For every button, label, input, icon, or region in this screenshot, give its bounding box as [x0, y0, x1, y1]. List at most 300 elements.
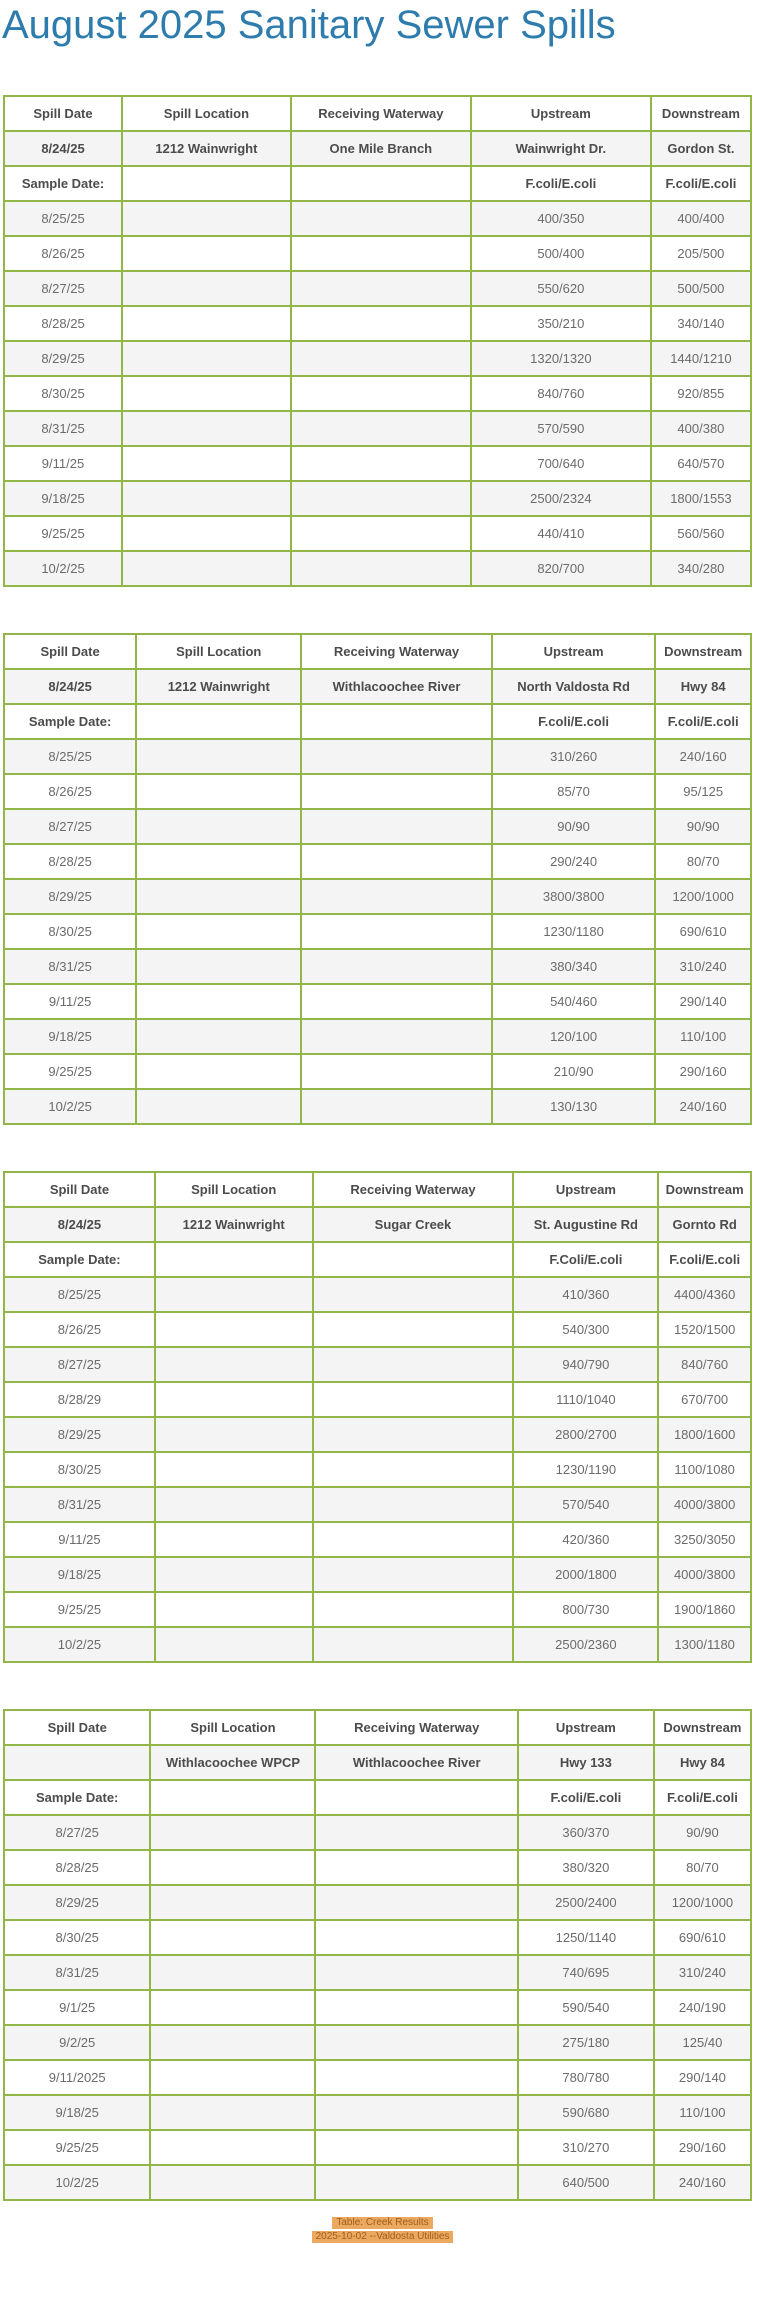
cell: 95/125	[655, 774, 751, 809]
cell	[313, 1347, 514, 1382]
cell: 8/27/25	[4, 1347, 155, 1382]
cell: 1300/1180	[658, 1627, 751, 1662]
cell: F.coli/E.coli	[471, 166, 651, 201]
cell	[155, 1627, 313, 1662]
cell: 1440/1210	[651, 341, 751, 376]
data-row	[4, 1522, 751, 1557]
cell	[155, 1592, 313, 1627]
column-header: Receiving Waterway	[313, 1172, 514, 1207]
cell	[291, 411, 471, 446]
cell: 90/90	[654, 1815, 751, 1850]
cell	[136, 774, 301, 809]
spill-table-3	[3, 1171, 752, 1663]
cell	[155, 1277, 313, 1312]
caption-row-2	[0, 2229, 765, 2243]
spill-table-4	[3, 1709, 752, 2201]
cell: 380/320	[518, 1850, 654, 1885]
cell	[301, 739, 491, 774]
cell	[291, 446, 471, 481]
cell: 8/28/25	[4, 1850, 150, 1885]
cell: 640/500	[518, 2165, 654, 2200]
cell	[291, 236, 471, 271]
data-row	[4, 2060, 751, 2095]
cell: 80/70	[654, 1850, 751, 1885]
cell	[291, 481, 471, 516]
data-row	[4, 446, 751, 481]
cell	[136, 949, 301, 984]
cell: 9/25/25	[4, 1054, 136, 1089]
cell	[155, 1382, 313, 1417]
data-row	[4, 1955, 751, 1990]
cell	[136, 1054, 301, 1089]
data-row	[4, 914, 751, 949]
cell	[315, 1920, 517, 1955]
cell	[313, 1277, 514, 1312]
cell	[291, 551, 471, 586]
header-row	[4, 1710, 751, 1745]
cell: 4400/4360	[658, 1277, 751, 1312]
cell: 540/460	[492, 984, 656, 1019]
cell	[315, 2165, 517, 2200]
cell: 240/160	[655, 1089, 751, 1124]
cell: 90/90	[655, 809, 751, 844]
column-header: Downstream	[651, 96, 751, 131]
cell: 1200/1000	[654, 1885, 751, 1920]
cell: St. Augustine Rd	[513, 1207, 658, 1242]
column-header: Receiving Waterway	[291, 96, 471, 131]
cell	[315, 2095, 517, 2130]
cell: 820/700	[471, 551, 651, 586]
cell: 3800/3800	[492, 879, 656, 914]
cell: 9/1/25	[4, 1990, 150, 2025]
cell: 420/360	[513, 1522, 658, 1557]
data-row	[4, 1417, 751, 1452]
sample-row	[4, 1780, 751, 1815]
cell: 690/610	[655, 914, 751, 949]
cell: 9/11/2025	[4, 2060, 150, 2095]
column-header: Downstream	[655, 634, 751, 669]
cell: 920/855	[651, 376, 751, 411]
cell	[313, 1452, 514, 1487]
data-row	[4, 2025, 751, 2060]
cell: 110/100	[655, 1019, 751, 1054]
cell: 640/570	[651, 446, 751, 481]
cell: Gornto Rd	[658, 1207, 751, 1242]
cell	[136, 914, 301, 949]
cell	[122, 411, 291, 446]
cell	[150, 1850, 315, 1885]
cell: 8/31/25	[4, 949, 136, 984]
cell: 8/25/25	[4, 201, 122, 236]
cell: 8/29/25	[4, 341, 122, 376]
cell	[155, 1487, 313, 1522]
cell: 590/540	[518, 1990, 654, 2025]
cell	[136, 984, 301, 1019]
cell: Sample Date:	[4, 1780, 150, 1815]
data-row	[4, 1312, 751, 1347]
cell	[122, 376, 291, 411]
cell: 290/160	[654, 2130, 751, 2165]
cell	[155, 1242, 313, 1277]
cell	[291, 376, 471, 411]
cell: 440/410	[471, 516, 651, 551]
cell: 8/29/25	[4, 879, 136, 914]
cell: 410/360	[513, 1277, 658, 1312]
cell	[136, 1089, 301, 1124]
column-header: Spill Date	[4, 634, 136, 669]
cell: 10/2/25	[4, 2165, 150, 2200]
header-row	[4, 634, 751, 669]
data-row	[4, 1382, 751, 1417]
cell	[315, 2060, 517, 2095]
cell	[150, 1780, 315, 1815]
cell: 240/190	[654, 1990, 751, 2025]
cell: 1900/1860	[658, 1592, 751, 1627]
data-row	[4, 2095, 751, 2130]
cell	[315, 2130, 517, 2165]
cell	[301, 949, 491, 984]
cell	[150, 1955, 315, 1990]
cell: 840/760	[658, 1347, 751, 1382]
cell	[301, 704, 491, 739]
cell: 700/640	[471, 446, 651, 481]
column-header: Spill Date	[4, 1710, 150, 1745]
cell	[315, 1955, 517, 1990]
data-row	[4, 1347, 751, 1382]
cell: 1320/1320	[471, 341, 651, 376]
cell: 110/100	[654, 2095, 751, 2130]
data-row	[4, 1019, 751, 1054]
data-row	[4, 1592, 751, 1627]
cell: 1212 Wainwright	[136, 669, 301, 704]
cell: 290/140	[654, 2060, 751, 2095]
cell: 380/340	[492, 949, 656, 984]
cell	[315, 1780, 517, 1815]
data-row	[4, 1885, 751, 1920]
cell: 9/11/25	[4, 1522, 155, 1557]
cell: 560/560	[651, 516, 751, 551]
column-header: Upstream	[513, 1172, 658, 1207]
info-row	[4, 669, 751, 704]
cell: 9/25/25	[4, 2130, 150, 2165]
column-header: Upstream	[518, 1710, 654, 1745]
cell: 90/90	[492, 809, 656, 844]
cell: 400/400	[651, 201, 751, 236]
cell: 8/27/25	[4, 809, 136, 844]
cell: 8/30/25	[4, 1452, 155, 1487]
cell: North Valdosta Rd	[492, 669, 656, 704]
cell: 310/240	[654, 1955, 751, 1990]
cell	[315, 1990, 517, 2025]
cell: 275/180	[518, 2025, 654, 2060]
cell	[150, 1815, 315, 1850]
cell: Withlacoochee WPCP	[150, 1745, 315, 1780]
data-row	[4, 1054, 751, 1089]
data-row	[4, 376, 751, 411]
cell: Hwy 84	[654, 1745, 751, 1780]
cell: 8/30/25	[4, 376, 122, 411]
cell: F.coli/E.coli	[518, 1780, 654, 1815]
cell: 9/2/25	[4, 2025, 150, 2060]
cell: 570/540	[513, 1487, 658, 1522]
cell	[291, 166, 471, 201]
cell	[122, 306, 291, 341]
data-row	[4, 984, 751, 1019]
cell: 9/18/25	[4, 1557, 155, 1592]
cell: 8/24/25	[4, 1207, 155, 1242]
page	[0, 2, 765, 2243]
cell: 120/100	[492, 1019, 656, 1054]
cell	[122, 236, 291, 271]
cell: 8/29/25	[4, 1417, 155, 1452]
cell	[155, 1312, 313, 1347]
cell: 8/31/25	[4, 411, 122, 446]
data-row	[4, 1815, 751, 1850]
cell	[301, 914, 491, 949]
cell: F.Coli/E.coli	[513, 1242, 658, 1277]
cell: F.coli/E.coli	[658, 1242, 751, 1277]
cell: 690/610	[654, 1920, 751, 1955]
data-row	[4, 739, 751, 774]
cell	[136, 1019, 301, 1054]
cell	[150, 2130, 315, 2165]
data-row	[4, 1557, 751, 1592]
cell: 8/28/29	[4, 1382, 155, 1417]
cell: 9/25/25	[4, 1592, 155, 1627]
cell: 2800/2700	[513, 1417, 658, 1452]
cell: 1800/1600	[658, 1417, 751, 1452]
cell	[313, 1312, 514, 1347]
data-row	[4, 879, 751, 914]
info-row	[4, 131, 751, 166]
column-header: Spill Date	[4, 1172, 155, 1207]
column-header: Spill Location	[150, 1710, 315, 1745]
cell: 1230/1190	[513, 1452, 658, 1487]
data-row	[4, 844, 751, 879]
column-header: Downstream	[654, 1710, 751, 1745]
column-header: Downstream	[658, 1172, 751, 1207]
cell: 290/160	[655, 1054, 751, 1089]
cell: 400/380	[651, 411, 751, 446]
cell: 8/29/25	[4, 1885, 150, 1920]
cell	[315, 1850, 517, 1885]
sample-row	[4, 1242, 751, 1277]
cell: 9/18/25	[4, 2095, 150, 2130]
column-header: Receiving Waterway	[301, 634, 491, 669]
cell: Hwy 133	[518, 1745, 654, 1780]
cell: 240/160	[655, 739, 751, 774]
sample-row	[4, 166, 751, 201]
cell	[122, 341, 291, 376]
cell	[301, 1054, 491, 1089]
cell	[315, 1885, 517, 1920]
cell	[313, 1592, 514, 1627]
header-row	[4, 1172, 751, 1207]
cell	[313, 1557, 514, 1592]
cell: 4000/3800	[658, 1557, 751, 1592]
cell	[150, 2095, 315, 2130]
cell: Withlacoochee River	[315, 1745, 517, 1780]
cell	[301, 1019, 491, 1054]
cell: 9/11/25	[4, 984, 136, 1019]
cell	[313, 1487, 514, 1522]
cell	[291, 201, 471, 236]
cell: 780/780	[518, 2060, 654, 2095]
cell	[301, 809, 491, 844]
sample-row	[4, 704, 751, 739]
cell	[301, 984, 491, 1019]
caption-line-2: 2025-10-02 --Valdosta Utilities	[312, 2231, 454, 2243]
info-row	[4, 1207, 751, 1242]
cell	[155, 1347, 313, 1382]
cell: 1250/1140	[518, 1920, 654, 1955]
cell: 205/500	[651, 236, 751, 271]
cell: 8/26/25	[4, 774, 136, 809]
cell	[313, 1382, 514, 1417]
column-header: Spill Location	[155, 1172, 313, 1207]
data-row	[4, 774, 751, 809]
cell	[122, 481, 291, 516]
cell	[313, 1627, 514, 1662]
cell: 1100/1080	[658, 1452, 751, 1487]
data-row	[4, 306, 751, 341]
cell: 8/27/25	[4, 271, 122, 306]
cell: 2500/2400	[518, 1885, 654, 1920]
spill-tables-container	[0, 95, 765, 2201]
cell: 310/270	[518, 2130, 654, 2165]
caption-row-1	[0, 2215, 765, 2229]
cell	[155, 1557, 313, 1592]
cell: Sample Date:	[4, 704, 136, 739]
data-row	[4, 1089, 751, 1124]
cell: 9/25/25	[4, 516, 122, 551]
cell: Hwy 84	[655, 669, 751, 704]
cell: 80/70	[655, 844, 751, 879]
data-row	[4, 1627, 751, 1662]
cell: 310/240	[655, 949, 751, 984]
cell: 8/31/25	[4, 1955, 150, 1990]
cell	[4, 1745, 150, 1780]
data-row	[4, 201, 751, 236]
cell: 8/27/25	[4, 1815, 150, 1850]
cell	[136, 844, 301, 879]
cell: 290/140	[655, 984, 751, 1019]
cell: 125/40	[654, 2025, 751, 2060]
cell: F.coli/E.coli	[655, 704, 751, 739]
data-row	[4, 236, 751, 271]
cell: 800/730	[513, 1592, 658, 1627]
cell: Gordon St.	[651, 131, 751, 166]
cell: 2500/2324	[471, 481, 651, 516]
cell: 10/2/25	[4, 1627, 155, 1662]
cell: 10/2/25	[4, 1089, 136, 1124]
data-row	[4, 271, 751, 306]
cell: 310/260	[492, 739, 656, 774]
cell	[136, 809, 301, 844]
column-header: Upstream	[492, 634, 656, 669]
cell	[155, 1417, 313, 1452]
data-row	[4, 1850, 751, 1885]
cell: 8/30/25	[4, 914, 136, 949]
cell: 3250/3050	[658, 1522, 751, 1557]
cell: 85/70	[492, 774, 656, 809]
column-header: Receiving Waterway	[315, 1710, 517, 1745]
cell: 9/18/25	[4, 1019, 136, 1054]
data-row	[4, 809, 751, 844]
cell: 4000/3800	[658, 1487, 751, 1522]
cell	[122, 166, 291, 201]
cell: 740/695	[518, 1955, 654, 1990]
cell: 8/24/25	[4, 131, 122, 166]
cell	[150, 1885, 315, 1920]
cell: 2500/2360	[513, 1627, 658, 1662]
cell	[313, 1242, 514, 1277]
cell	[150, 2060, 315, 2095]
cell	[122, 551, 291, 586]
cell	[315, 2025, 517, 2060]
data-row	[4, 411, 751, 446]
cell	[291, 271, 471, 306]
cell: 350/210	[471, 306, 651, 341]
cell: Sugar Creek	[313, 1207, 514, 1242]
data-row	[4, 1277, 751, 1312]
cell: F.coli/E.coli	[654, 1780, 751, 1815]
cell	[301, 1089, 491, 1124]
data-row	[4, 516, 751, 551]
cell: 8/31/25	[4, 1487, 155, 1522]
spill-table-1	[3, 95, 752, 587]
cell: 290/240	[492, 844, 656, 879]
cell: 1212 Wainwright	[122, 131, 291, 166]
cell: 1200/1000	[655, 879, 751, 914]
cell: 500/400	[471, 236, 651, 271]
cell: One Mile Branch	[291, 131, 471, 166]
cell	[313, 1522, 514, 1557]
data-row	[4, 551, 751, 586]
column-header: Spill Date	[4, 96, 122, 131]
cell	[122, 516, 291, 551]
data-row	[4, 2130, 751, 2165]
data-row	[4, 1920, 751, 1955]
cell: F.coli/E.coli	[492, 704, 656, 739]
column-header: Spill Location	[122, 96, 291, 131]
cell	[150, 2025, 315, 2060]
data-row	[4, 1452, 751, 1487]
cell: 1230/1180	[492, 914, 656, 949]
cell: 8/28/25	[4, 306, 122, 341]
cell: 9/18/25	[4, 481, 122, 516]
cell: 8/26/25	[4, 236, 122, 271]
cell: 1110/1040	[513, 1382, 658, 1417]
cell: 570/590	[471, 411, 651, 446]
cell: 670/700	[658, 1382, 751, 1417]
cell: 8/26/25	[4, 1312, 155, 1347]
cell	[301, 774, 491, 809]
cell: 10/2/25	[4, 551, 122, 586]
cell	[150, 2165, 315, 2200]
cell	[291, 306, 471, 341]
cell	[122, 271, 291, 306]
cell	[136, 879, 301, 914]
column-header: Spill Location	[136, 634, 301, 669]
data-row	[4, 2165, 751, 2200]
cell: 340/280	[651, 551, 751, 586]
cell: Sample Date:	[4, 1242, 155, 1277]
cell	[150, 1920, 315, 1955]
cell: 590/680	[518, 2095, 654, 2130]
cell	[122, 446, 291, 481]
header-row	[4, 96, 751, 131]
